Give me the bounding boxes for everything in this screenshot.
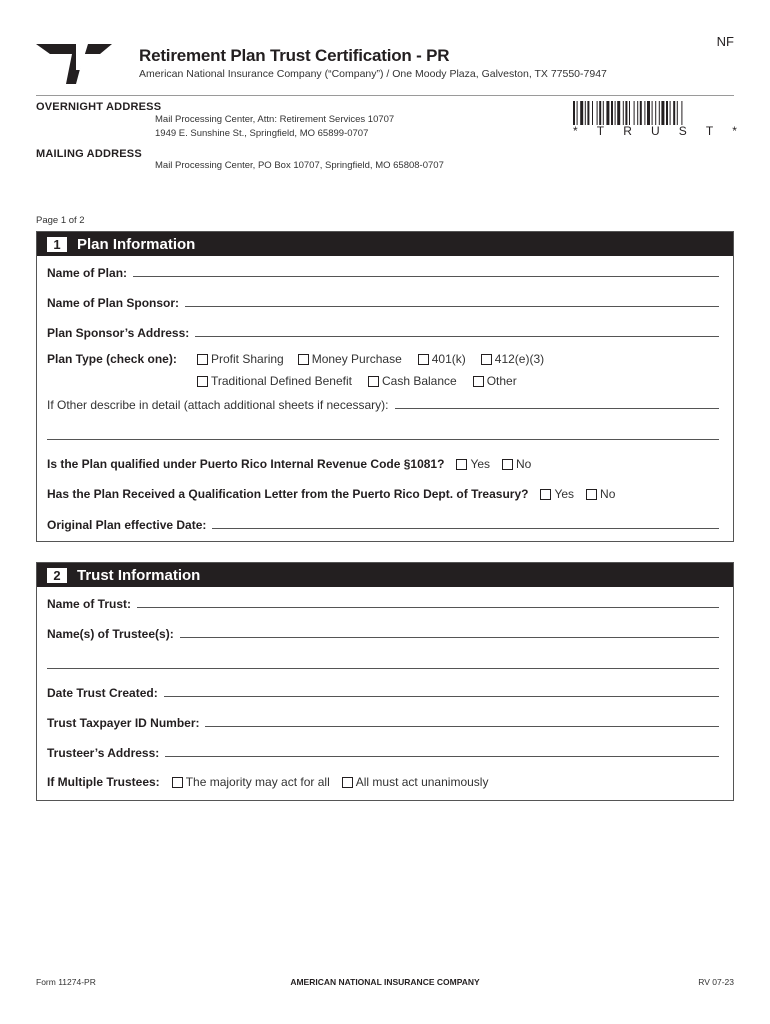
defined-benefit-label: Traditional Defined Benefit xyxy=(211,374,352,388)
multiple-trustees-row xyxy=(47,775,719,789)
overnight-address-label: OVERNIGHT ADDRESS xyxy=(36,101,162,113)
overnight-address xyxy=(155,113,394,141)
letter-question: Has the Plan Received a Qualification Letter from the Puerto Rico Dept. of Treasury? xyxy=(47,487,529,501)
taxpayer-id-row xyxy=(47,716,719,730)
qualified-yes-label: Yes xyxy=(470,457,491,471)
section-number: 1 xyxy=(47,237,67,252)
section-title: Plan Information xyxy=(77,235,196,253)
barcode-char: S xyxy=(678,124,687,138)
qualified-no-option[interactable] xyxy=(502,457,531,471)
trust-name-row xyxy=(47,597,719,611)
revision-date: RV 07-23 xyxy=(698,977,734,987)
section-title: Trust Information xyxy=(77,566,201,584)
barcode-text xyxy=(573,124,737,138)
plan-type-row-2 xyxy=(47,374,719,388)
barcode-image xyxy=(573,101,733,125)
overnight-address-line2: 1949 E. Sunshine St., Springfield, MO 65899-0707 xyxy=(155,128,369,139)
date-created-label: Date Trust Created: xyxy=(47,686,158,700)
plan-type-label: Plan Type (check one): xyxy=(47,352,177,366)
sponsor-address-field[interactable] xyxy=(195,336,719,337)
401k-option[interactable] xyxy=(418,352,466,366)
letter-no-option[interactable] xyxy=(586,487,615,501)
form-code: NF xyxy=(716,34,734,49)
qualified-row xyxy=(47,457,719,471)
412e3-checkbox[interactable] xyxy=(481,354,492,365)
qualified-no-label: No xyxy=(516,457,532,471)
page-title: Retirement Plan Trust Certification - PR xyxy=(139,46,450,65)
cash-balance-checkbox[interactable] xyxy=(368,376,379,387)
effective-date-row xyxy=(47,518,719,532)
company-logo xyxy=(36,44,112,84)
cash-balance-option[interactable] xyxy=(368,374,457,388)
plan-name-label: Name of Plan: xyxy=(47,266,128,280)
qualified-yes-checkbox[interactable] xyxy=(456,459,467,470)
unanimous-checkbox[interactable] xyxy=(342,777,353,788)
barcode-char: U xyxy=(650,124,660,138)
412e3-label: 412(e)(3) xyxy=(494,352,545,366)
taxpayer-id-field[interactable] xyxy=(205,726,719,727)
trust-name-field[interactable] xyxy=(137,607,719,608)
section-header xyxy=(37,563,733,587)
letter-yes-option[interactable] xyxy=(540,487,574,501)
money-purchase-label: Money Purchase xyxy=(311,352,402,366)
barcode-char: * xyxy=(732,124,737,138)
other-describe-row xyxy=(47,398,719,412)
trustees-field[interactable] xyxy=(180,637,719,638)
plan-name-field[interactable] xyxy=(133,276,719,277)
other-describe-label: If Other describe in detail (attach additional sheets if necessary): xyxy=(47,398,389,412)
mailing-address: Mail Processing Center, PO Box 10707, Springfield, MO 65808-0707 xyxy=(155,160,444,171)
date-created-row xyxy=(47,686,719,700)
unanimous-label: All must act unanimously xyxy=(355,775,489,789)
401k-checkbox[interactable] xyxy=(418,354,429,365)
date-created-field[interactable] xyxy=(164,696,719,697)
other-describe-field-2[interactable] xyxy=(47,439,719,440)
majority-checkbox[interactable] xyxy=(172,777,183,788)
multiple-trustees-label: If Multiple Trustees: xyxy=(47,775,160,789)
letter-yes-checkbox[interactable] xyxy=(540,489,551,500)
412e3-option[interactable] xyxy=(481,352,544,366)
other-describe-field[interactable] xyxy=(395,408,719,409)
section-header xyxy=(37,232,733,256)
letter-no-label: No xyxy=(600,487,616,501)
sponsor-address-label: Plan Sponsor’s Address: xyxy=(47,326,190,340)
profit-sharing-option[interactable] xyxy=(197,352,284,366)
page-number: Page 1 of 2 xyxy=(36,215,85,226)
profit-sharing-label: Profit Sharing xyxy=(211,352,284,366)
trustee-address-field[interactable] xyxy=(165,756,719,757)
barcode-char: * xyxy=(573,124,578,138)
money-purchase-checkbox[interactable] xyxy=(298,354,309,365)
letter-row xyxy=(47,487,719,501)
profit-sharing-checkbox[interactable] xyxy=(197,354,208,365)
sponsor-name-field[interactable] xyxy=(185,306,719,307)
unanimous-option[interactable] xyxy=(342,775,489,789)
defined-benefit-checkbox[interactable] xyxy=(197,376,208,387)
plan-name-row xyxy=(47,266,719,280)
qualified-yes-option[interactable] xyxy=(456,457,490,471)
qualified-question: Is the Plan qualified under Puerto Rico Internal Revenue Code §1081? xyxy=(47,457,445,471)
trustee-address-row xyxy=(47,746,719,760)
footer-company: AMERICAN NATIONAL INSURANCE COMPANY xyxy=(290,977,480,987)
majority-label: The majority may act for all xyxy=(185,775,330,789)
barcode-char: T xyxy=(705,124,714,138)
header-divider xyxy=(36,95,734,96)
other-checkbox[interactable] xyxy=(473,376,484,387)
section-number: 2 xyxy=(47,568,67,583)
company-address: American National Insurance Company (“Company”) / One Moody Plaza, Galveston, TX 77550-7947 xyxy=(139,68,607,80)
barcode-char: R xyxy=(623,124,632,138)
majority-option[interactable] xyxy=(172,775,330,789)
trustees-label: Name(s) of Trustee(s): xyxy=(47,627,174,641)
effective-date-label: Original Plan effective Date: xyxy=(47,518,207,532)
trustees-row xyxy=(47,627,719,641)
sponsor-name-row xyxy=(47,296,719,310)
qualified-no-checkbox[interactable] xyxy=(502,459,513,470)
effective-date-field[interactable] xyxy=(212,528,719,529)
trust-information-section xyxy=(36,562,734,801)
trustee-address-label: Trusteer’s Address: xyxy=(47,746,160,760)
mailing-address-label: MAILING ADDRESS xyxy=(36,148,142,160)
plan-type-row xyxy=(47,352,719,366)
other-option[interactable] xyxy=(473,374,517,388)
other-label: Other xyxy=(486,374,517,388)
trust-name-label: Name of Trust: xyxy=(47,597,132,611)
overnight-address-line1: Mail Processing Center, Attn: Retirement Services 10707 xyxy=(155,114,395,125)
sponsor-address-row xyxy=(47,326,719,340)
money-purchase-option[interactable] xyxy=(298,352,402,366)
form-number: Form 11274-PR xyxy=(36,977,96,987)
trustees-field-2[interactable] xyxy=(47,668,719,669)
letter-yes-label: Yes xyxy=(554,487,575,501)
barcode-char: T xyxy=(596,124,605,138)
taxpayer-id-label: Trust Taxpayer ID Number: xyxy=(47,716,200,730)
cash-balance-label: Cash Balance xyxy=(381,374,457,388)
401k-label: 401(k) xyxy=(431,352,466,366)
sponsor-name-label: Name of Plan Sponsor: xyxy=(47,296,180,310)
plan-information-section xyxy=(36,231,734,542)
defined-benefit-option[interactable] xyxy=(197,374,352,388)
letter-no-checkbox[interactable] xyxy=(586,489,597,500)
